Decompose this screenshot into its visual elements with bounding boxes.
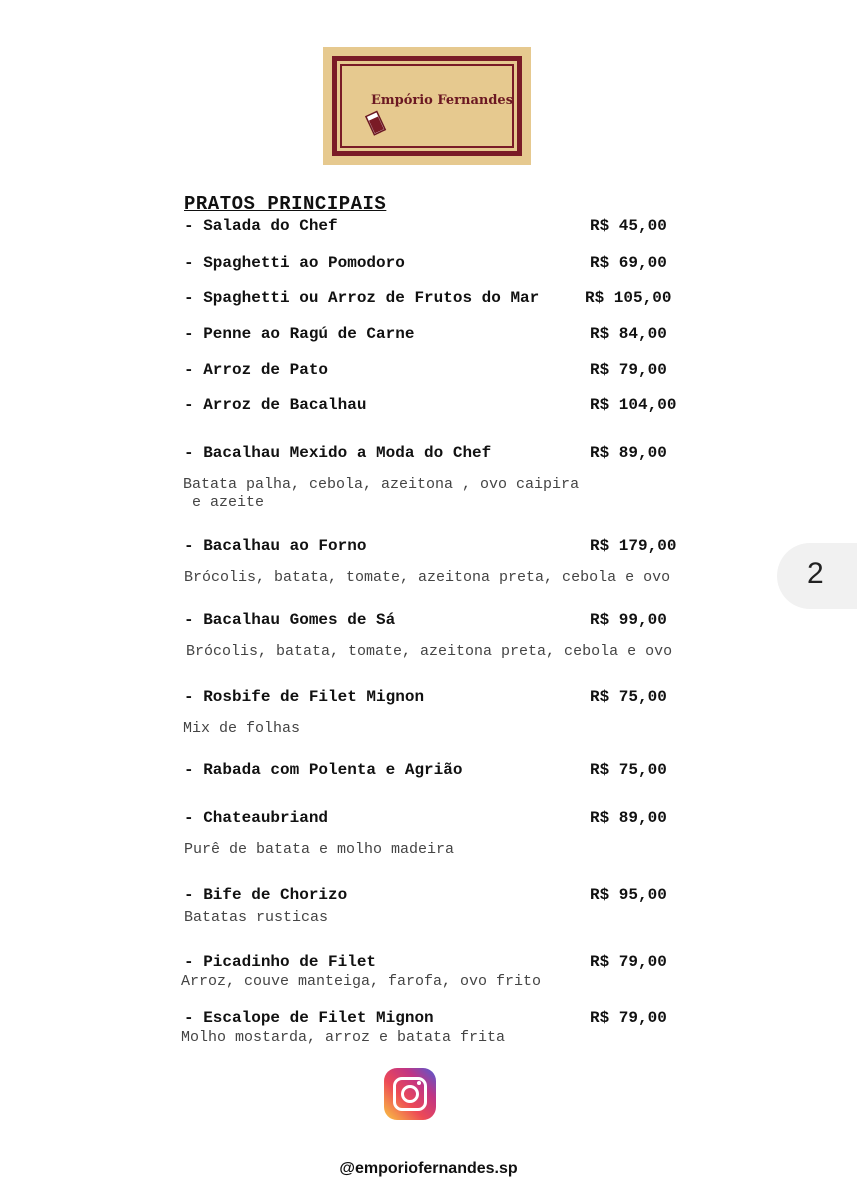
menu-item-description: Molho mostarda, arroz e batata frita: [181, 1029, 506, 1046]
page-number: 2: [807, 557, 824, 590]
menu-item-description: Brócolis, batata, tomate, azeitona preta, cebola e ovo: [184, 569, 671, 586]
menu-item-name: - Rabada com Polenta e Agrião: [184, 761, 463, 779]
menu-item-price: R$ 105,00: [585, 289, 672, 307]
menu-item-description: Batata palha, cebola, azeitona , ovo caipira e azeite: [183, 476, 580, 511]
menu-item-name: - Arroz de Bacalhau: [184, 396, 367, 414]
menu-item-price: R$ 79,00: [590, 1009, 667, 1027]
restaurant-logo: [323, 47, 531, 165]
menu-item-name: - Salada do Chef: [184, 217, 338, 235]
logo-brand-name: Empório Fernandes: [370, 93, 514, 108]
menu-item-price: R$ 79,00: [590, 953, 667, 971]
menu-item-price: R$ 104,00: [590, 396, 677, 414]
menu-item-name: - Arroz de Pato: [184, 361, 329, 379]
menu-item-price: R$ 79,00: [590, 361, 667, 379]
menu-item-name: - Escalope de Filet Mignon: [184, 1009, 434, 1027]
menu-item-price: R$ 95,00: [590, 886, 667, 904]
menu-item-name: - Spaghetti ou Arroz de Frutos do Mar: [184, 289, 540, 307]
menu-item-name: - Bacalhau ao Forno: [184, 537, 367, 555]
wine-glass-icon: [361, 109, 391, 139]
menu-item-price: R$ 89,00: [590, 444, 667, 462]
menu-item-name: - Bacalhau Mexido a Moda do Chef: [184, 444, 492, 462]
menu-item-name: - Rosbife de Filet Mignon: [184, 688, 425, 706]
menu-item-description: Mix de folhas: [183, 720, 301, 737]
menu-item-price: R$ 99,00: [590, 611, 667, 629]
menu-item-name: - Bife de Chorizo: [184, 886, 348, 904]
instagram-icon[interactable]: [384, 1068, 436, 1120]
menu-item-name: - Penne ao Ragú de Carne: [184, 325, 415, 343]
section-title: PRATOS PRINCIPAIS: [184, 193, 387, 215]
menu-item-price: R$ 89,00: [590, 809, 667, 827]
menu-item-price: R$ 84,00: [590, 325, 667, 343]
menu-item-description: Brócolis, batata, tomate, azeitona preta, cebola e ovo: [186, 643, 673, 660]
instagram-icon-dot: [417, 1081, 421, 1085]
menu-item-description: Arroz, couve manteiga, farofa, ovo frito: [181, 973, 542, 990]
menu-item-name: - Spaghetti ao Pomodoro: [184, 254, 405, 272]
menu-item-price: R$ 179,00: [590, 537, 677, 555]
menu-item-price: R$ 45,00: [590, 217, 667, 235]
menu-item-price: R$ 75,00: [590, 761, 667, 779]
menu-item-name: - Picadinho de Filet: [184, 953, 377, 971]
menu-item-name: - Chateaubriand: [184, 809, 329, 827]
menu-item-price: R$ 69,00: [590, 254, 667, 272]
page-number-badge: [777, 543, 857, 609]
menu-item-name: - Bacalhau Gomes de Sá: [184, 611, 396, 629]
menu-item-description: Purê de batata e molho madeira: [184, 841, 455, 858]
instagram-handle[interactable]: @emporiofernandes.sp: [339, 1160, 518, 1177]
menu-item-description: Batatas rusticas: [184, 909, 329, 926]
menu-item-price: R$ 75,00: [590, 688, 667, 706]
instagram-icon-lens: [401, 1085, 419, 1103]
